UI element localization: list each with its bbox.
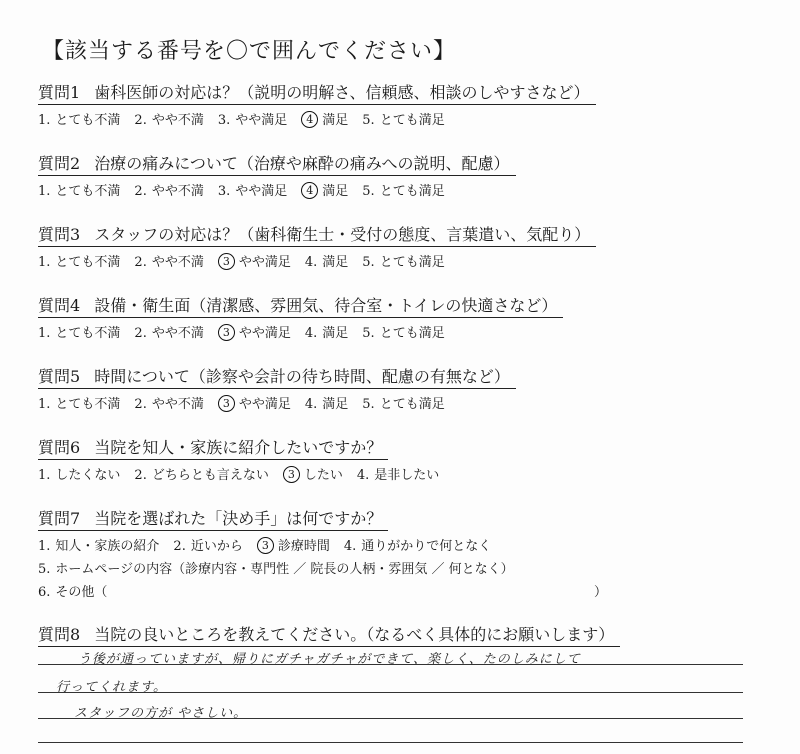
option-label: 知人・家族の紹介 <box>55 539 160 554</box>
option-3[interactable] <box>283 464 343 483</box>
option-label: 満足 <box>322 326 349 341</box>
option-label: ホームページの内容（診療内容・専門性 ／ 院長の人柄・雰囲気 ／ 何となく） <box>55 562 514 577</box>
option-label: とても不満 <box>55 184 121 199</box>
options-row <box>38 322 678 341</box>
option-1[interactable] <box>38 109 120 128</box>
option-label: 近いから <box>190 539 243 554</box>
option-number: 2. <box>134 468 147 483</box>
other-option-row <box>38 581 678 600</box>
option-3[interactable] <box>257 535 330 554</box>
option-label: やや不満 <box>151 326 204 341</box>
option-number: 4. <box>343 539 357 554</box>
option-label: 通りがかりで何となく <box>361 539 492 554</box>
option-3[interactable] <box>218 322 291 341</box>
option-1[interactable] <box>38 180 120 199</box>
page-heading: 【該当する番号を〇で囲んでください】 <box>42 39 457 64</box>
options-row <box>38 393 678 412</box>
option-label: 満足 <box>322 255 349 270</box>
question-title <box>38 80 596 105</box>
option-number: 5. <box>362 184 375 199</box>
option-4[interactable] <box>301 109 348 128</box>
option-1[interactable] <box>38 464 120 483</box>
option-label: どちらとも言えない <box>151 468 269 483</box>
option-3[interactable] <box>218 251 291 270</box>
question-title <box>38 622 620 647</box>
question-number: 質問3 <box>38 225 81 244</box>
option-1[interactable] <box>38 393 120 412</box>
option-number: 2. <box>134 184 147 199</box>
circled-option-number: 3 <box>218 395 235 412</box>
option-number: 1. <box>38 184 51 199</box>
option-2[interactable] <box>134 393 203 412</box>
option-1[interactable] <box>38 558 514 577</box>
option-label: やや満足 <box>238 397 291 412</box>
option-number: 1. <box>38 113 51 128</box>
question-number: 質問5 <box>38 367 81 386</box>
option-number: 1. <box>38 397 51 412</box>
circled-option-number: 4 <box>301 111 318 128</box>
question-7 <box>38 506 678 600</box>
option-label: 満足 <box>322 397 349 412</box>
question-text: 当院の良いところを教えてください。（なるべく具体的にお願いします） <box>94 625 615 644</box>
option-5[interactable] <box>362 109 444 128</box>
option-number: 4. <box>356 468 370 483</box>
option-label: とても満足 <box>379 326 445 341</box>
option-label: やや満足 <box>235 113 288 128</box>
ruled-line <box>38 742 743 743</box>
option-2[interactable] <box>134 251 203 270</box>
option-number: 4. <box>304 255 318 270</box>
question-1 <box>38 80 678 128</box>
option-label: やや不満 <box>151 397 204 412</box>
option-number: 2. <box>134 397 147 412</box>
option-number: 1. <box>38 539 51 554</box>
option-label: やや満足 <box>238 326 291 341</box>
question-4 <box>38 293 678 341</box>
option-number: 5. <box>362 255 375 270</box>
option-number: 3. <box>217 113 231 128</box>
other-close-paren: ） <box>594 585 608 600</box>
question-text: 当院を選ばれた「決め手」は何ですか？ <box>94 509 383 528</box>
question-text: 歯科医師の対応は？（説明の明解さ、信頼感、相談のしやすさなど） <box>94 83 590 102</box>
circled-option-number: 3 <box>218 253 235 270</box>
option-number: 2. <box>134 113 147 128</box>
question-number: 質問6 <box>38 438 81 457</box>
option-2[interactable] <box>134 464 268 483</box>
question-6 <box>38 435 678 483</box>
option-number: 2. <box>134 326 147 341</box>
option-label: 満足 <box>322 184 349 199</box>
option-5[interactable] <box>362 322 444 341</box>
option-label: 診療時間 <box>277 539 330 554</box>
circled-option-number: 3 <box>257 537 274 554</box>
question-2 <box>38 151 678 199</box>
question-title <box>38 435 388 460</box>
options-row <box>38 558 678 577</box>
question-text: 当院を知人・家族に紹介したいですか？ <box>94 438 383 457</box>
question-text: 治療の痛みについて（治療や麻酔の痛みへの説明、配慮） <box>94 154 510 173</box>
option-label: とても満足 <box>379 184 445 199</box>
question-title <box>38 151 516 176</box>
circled-option-number: 4 <box>301 182 318 199</box>
option-1[interactable] <box>38 535 159 554</box>
question-number: 質問7 <box>38 509 81 528</box>
options-row <box>38 251 678 270</box>
question-title <box>38 293 563 318</box>
option-3[interactable] <box>218 180 287 199</box>
handwritten-comment: う後が通っていますが、帰りにガチャガチャができて、楽しく、たのしみにして <box>78 652 581 667</box>
option-4[interactable] <box>357 464 439 483</box>
option-number: 2. <box>173 539 186 554</box>
option-3[interactable] <box>218 393 291 412</box>
option-5[interactable] <box>362 180 444 199</box>
option-number: 5. <box>362 326 375 341</box>
option-2[interactable] <box>134 322 203 341</box>
option-4[interactable] <box>305 322 348 341</box>
option-label: 満足 <box>322 113 349 128</box>
option-number: 3. <box>217 184 231 199</box>
option-number: 4. <box>304 326 318 341</box>
options-row <box>38 535 678 554</box>
question-title <box>38 222 596 247</box>
option-label: したくない <box>55 468 121 483</box>
options-row <box>38 464 678 483</box>
option-2[interactable] <box>134 180 203 199</box>
option-label: とても不満 <box>55 113 121 128</box>
option-label: とても満足 <box>379 113 445 128</box>
question-5 <box>38 364 678 412</box>
option-4[interactable] <box>301 180 348 199</box>
handwritten-comment: スタッフの方が やさしい。 <box>74 706 248 721</box>
option-1[interactable] <box>38 251 120 270</box>
handwritten-comment: 行ってくれます。 <box>56 680 167 695</box>
question-text: 時間について（診察や会計の待ち時間、配慮の有無など） <box>94 367 510 386</box>
option-2[interactable] <box>173 535 242 554</box>
options-row <box>38 180 678 199</box>
option-number: 1. <box>38 468 51 483</box>
question-number: 質問1 <box>38 83 81 102</box>
option-label: やや不満 <box>151 184 204 199</box>
question-text: 設備・衛生面（清潔感、雰囲気、待合室・トイレの快適さなど） <box>94 296 558 315</box>
question-number: 質問8 <box>38 625 81 644</box>
option-5[interactable] <box>362 393 444 412</box>
option-label: やや満足 <box>238 255 291 270</box>
option-label: とても満足 <box>379 397 445 412</box>
question-8 <box>38 622 678 647</box>
question-text: スタッフの対応は？（歯科衛生士・受付の態度、言葉遣い、気配り） <box>94 225 591 244</box>
option-label: とても不満 <box>55 326 121 341</box>
option-label: したい <box>303 468 343 483</box>
option-label: その他（ <box>55 585 108 600</box>
option-number: 4. <box>304 397 318 412</box>
option-label: やや満足 <box>235 184 288 199</box>
option-3[interactable] <box>218 109 287 128</box>
option-number: 6. <box>38 585 51 600</box>
option-1[interactable] <box>38 322 120 341</box>
question-number: 質問4 <box>38 296 81 315</box>
option-label: とても不満 <box>55 255 121 270</box>
option-number: 1. <box>38 255 51 270</box>
option-5[interactable] <box>362 251 444 270</box>
option-2[interactable] <box>134 109 203 128</box>
circled-option-number: 3 <box>218 324 235 341</box>
options-row <box>38 109 678 128</box>
option-number: 2. <box>134 255 147 270</box>
question-3 <box>38 222 678 270</box>
option-label: やや不満 <box>151 113 204 128</box>
option-4[interactable] <box>344 535 491 554</box>
option-number: 5. <box>362 113 375 128</box>
option-4[interactable] <box>305 251 348 270</box>
option-number: 1. <box>38 326 51 341</box>
option-label: 是非したい <box>374 468 440 483</box>
option-4[interactable] <box>305 393 348 412</box>
option-number: 5. <box>362 397 375 412</box>
option-label: とても満足 <box>379 255 445 270</box>
option-label: やや不満 <box>151 255 204 270</box>
option-label: とても不満 <box>55 397 121 412</box>
option-number: 5. <box>38 562 51 577</box>
circled-option-number: 3 <box>283 466 300 483</box>
question-number: 質問2 <box>38 154 81 173</box>
question-title <box>38 364 516 389</box>
question-title <box>38 506 388 531</box>
